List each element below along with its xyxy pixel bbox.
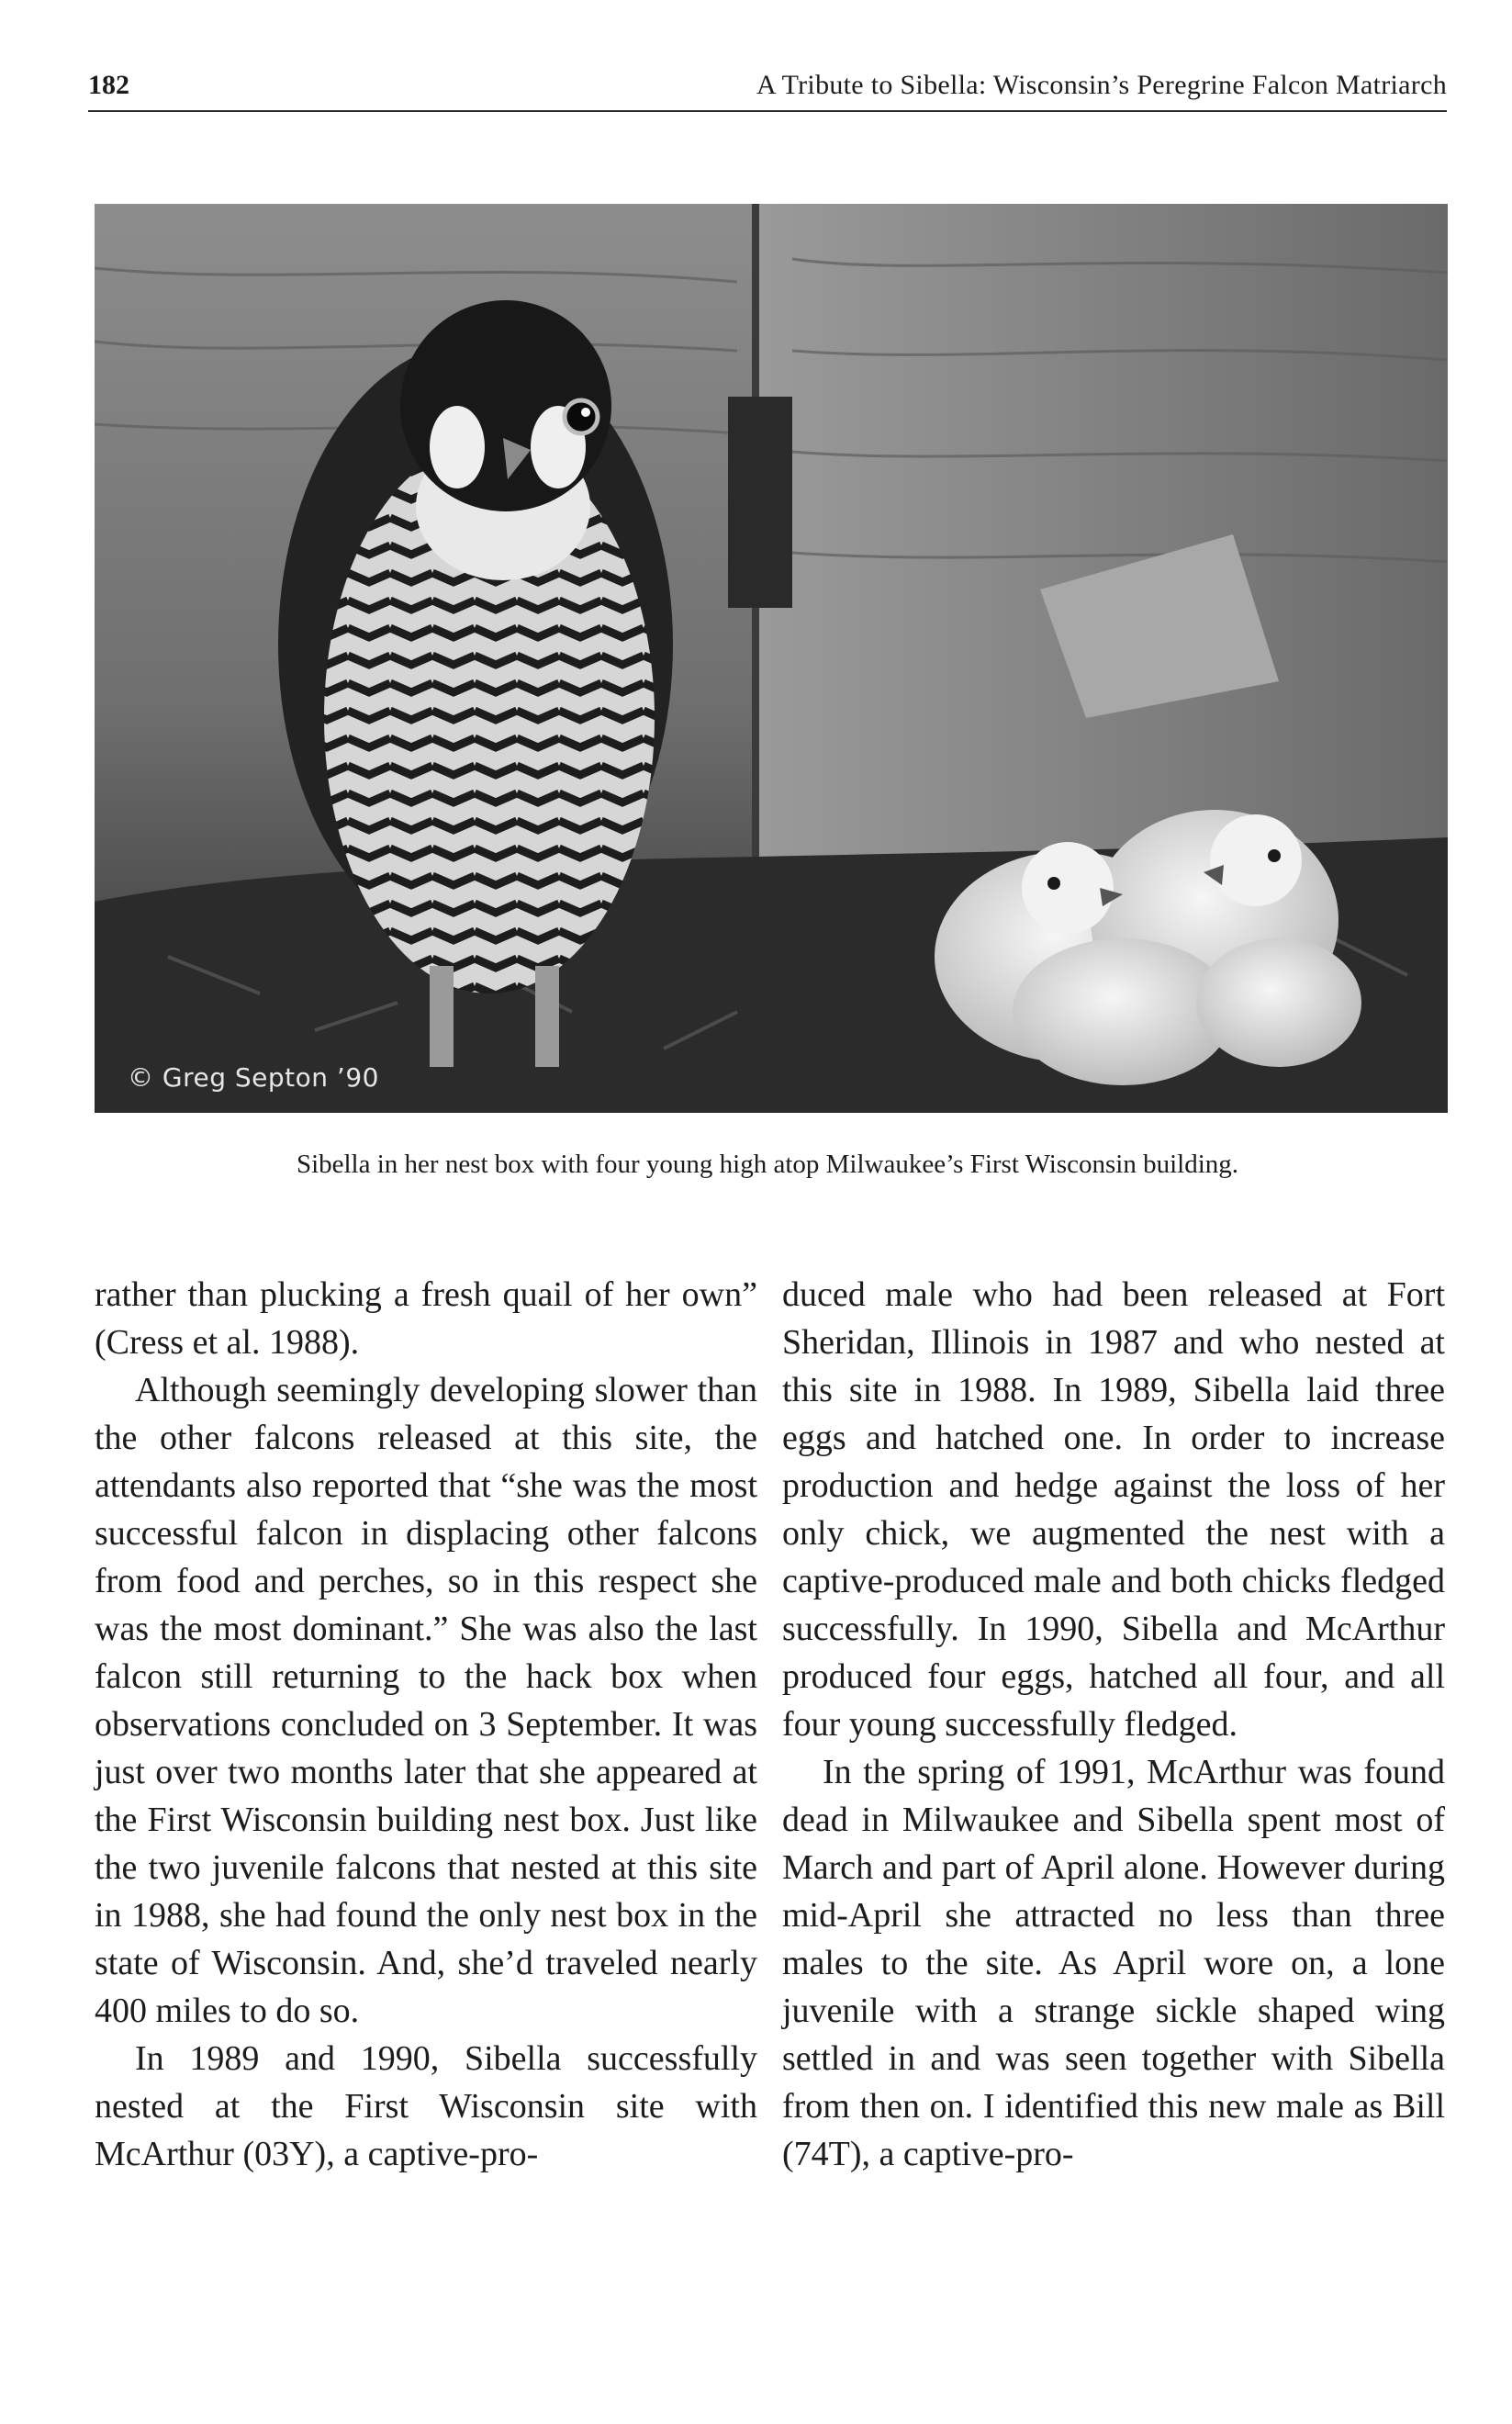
falcon-photo-illustration — [95, 204, 1448, 1113]
page-number: 182 — [88, 70, 129, 100]
left-column — [95, 1271, 757, 2178]
figure-caption: Sibella in her nest box with four young high atop Milwaukee’s First Wisconsin building. — [296, 1150, 1239, 1179]
running-head — [88, 64, 1447, 112]
photo-credit: © Greg Septon ’90 — [128, 1062, 379, 1093]
falcon-nest-photo — [95, 204, 1448, 1113]
right-column — [782, 1271, 1445, 2178]
running-title: A Tribute to Sibella: Wisconsin’s Peregrine Falcon Matriarch — [756, 70, 1447, 100]
paragraph: Although seemingly developing slower than the other falcons released at this site, the attendants also reported that “she was the most successful falcon in displacing other falcons from food and perches, so in this respect she was the most dominant.” She was also the last falcon still returning to the hack box when observations concluded on 3 September. It was just over two months later that she appeared at the First Wisconsin building nest box. Just like the two juvenile falcons that nested at this site in 1988, she had found the only nest box in the state of Wisconsin. And, she’d traveled nearly 400 miles to do so. — [95, 1371, 757, 2030]
paragraph: In the spring of 1991, McArthur was found dead in Milwaukee and Sibella spent most of March and part of April alone. However during mid-April she attracted no less than three males to the site. As April wore on, a lone juvenile with a strange sickle shaped wing settled in and was seen together with Sibella from then on. I identified this new male as Bill (74T), a captive-pro- — [782, 1753, 1445, 2173]
paragraph: duced male who had been released at Fort Sheridan, Illinois in 1987 and who nested at this site in 1988. In 1989, Sibella laid three eggs and hatched one. In order to increase production and hedge against the loss of her only chick, we augmented the nest with a captive-produced male and both chicks fledged successfully. In 1990, Sibella and McArthur produced four eggs, hatched all four, and all four young successfully fledged. — [782, 1275, 1445, 1744]
paragraph: rather than plucking a fresh quail of her own” (Cress et al. 1988). — [95, 1275, 757, 1362]
paragraph: In 1989 and 1990, Sibella successfully nested at the First Wisconsin site with McArthur (03Y), a captive-pro- — [95, 2039, 757, 2173]
